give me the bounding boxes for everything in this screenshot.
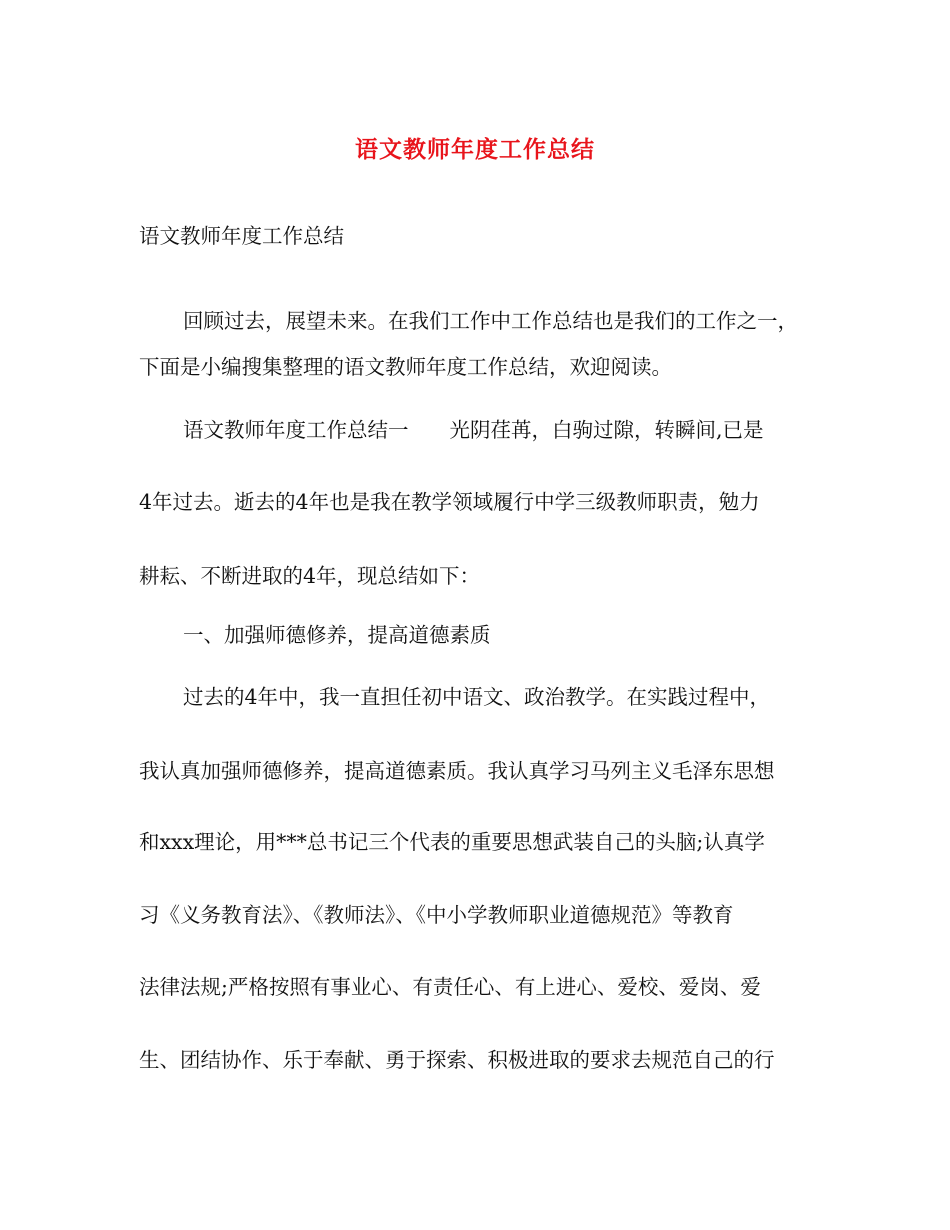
paragraph-line: 回顾过去，展望未来。在我们工作中工作总结也是我们的工作之一， (183, 309, 798, 333)
paragraph-line: 耕耘、不断进取的4年，现总结如下： (139, 564, 481, 588)
paragraph-line: 4年过去。逝去的4年也是我在教学领域履行中学三级教师职责，勉力 (139, 490, 760, 514)
paragraph-line: 下面是小编搜集整理的语文教师年度工作总结，欢迎阅读。 (139, 355, 672, 379)
paragraph-line: 和xxx理论，用***总书记三个代表的重要思想武装自己的头脑;认真学 (139, 830, 765, 854)
paragraph-line: 我认真加强师德修养，提高道德素质。我认真学习马列主义毛泽东思想 (139, 759, 775, 783)
paragraph-line: 生、团结协作、乐于奉献、勇于探索、积极进取的要求去规范自己的行 (139, 1048, 775, 1072)
subtitle-line: 语文教师年度工作总结 (139, 224, 344, 248)
paragraph-line: 习《义务教育法》、《教师法》、《中小学教师职业道德规范》等教育 (139, 903, 734, 927)
paragraph-line: 语文教师年度工作总结一 光阴荏苒，白驹过隙，转瞬间,已是 (183, 418, 764, 442)
paragraph-line: 过去的4年中，我一直担任初中语文、政治教学。在实践过程中， (183, 685, 771, 709)
section-heading: 一、加强师德修养，提高道德素质 (183, 623, 491, 647)
paragraph-line: 法律法规;严格按照有事业心、有责任心、有上进心、爱校、爱岗、爱 (139, 975, 761, 999)
document-title: 语文教师年度工作总结 (355, 136, 595, 163)
